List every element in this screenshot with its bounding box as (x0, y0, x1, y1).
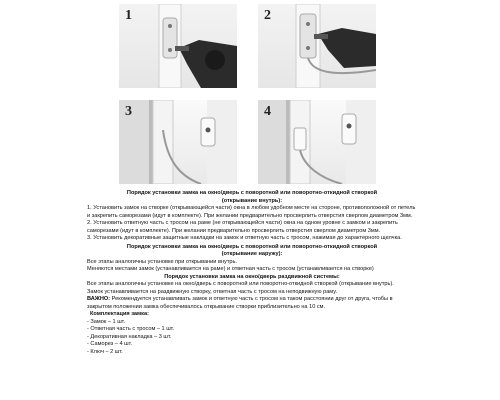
photo-number: 2 (264, 8, 271, 23)
important-text: Рекомендуется устанавливать замок и ответную часть с тросом на таком расстоянии друг от друга, чтобы в закрытом положении замка обеспечивалось открывание створки приблизительно на 10 см. (87, 296, 393, 310)
important-note (87, 296, 417, 311)
sliding-note-2: Замок устанавливается на раздвижную створку, ответная часть с тросом на неподвижную раму. (87, 288, 337, 295)
step-3: 3. Установить декоративные защитные накладки на замок и ответную часть с тросом, нажимая до характерного щелчка. (87, 235, 402, 241)
finished-lock-illustration (258, 100, 376, 184)
heading-inward-sub: (открывание внутрь): (221, 197, 283, 204)
kit-item: - Замок – 1 шт. (87, 318, 126, 325)
installation-photos (0, 0, 500, 190)
outward-note-1: Все этапы аналогичны установке при открывании внутрь. (87, 258, 237, 265)
photo-number: 3 (125, 104, 132, 119)
step-1: 1. Установить замок на створке (открывающейся части) окна в любом удобном месте на стороне, противоположной от петель и закрепить саморезами (идут в комплекте). При желании предварительно просверлить отверстия сверлом диаметром 3мм. (87, 205, 416, 219)
cable-mount-illustration (258, 4, 376, 88)
drilling-illustration (119, 4, 237, 88)
instructions-text (87, 190, 417, 356)
kit-item: - Ключ – 2 шт. (87, 348, 123, 355)
heading-sliding: Порядок установки замка на окно/дверь раздвижной системы: (164, 273, 340, 280)
photo-step-2 (258, 4, 376, 88)
photo-step-3 (119, 100, 237, 184)
photo-number: 1 (125, 8, 132, 23)
heading-outward-sub: (открывание наружу): (221, 251, 283, 257)
photo-number: 4 (264, 104, 271, 119)
important-label: ВАЖНО: (87, 296, 111, 302)
sliding-note-1: Все этапы аналогичны установке на окно/дверь с поворотной или поворотно-откидной створкой (открывание внутрь). (87, 281, 394, 287)
outward-note-2: Меняются местами замок (устанавливается на раме) и ответная часть с тросом (устанавливается на створке) (87, 266, 374, 272)
kit-item: - Ответная часть с тросом – 1 шт. (87, 326, 175, 332)
photo-step-1 (119, 4, 237, 88)
kit-item: - Декоративная накладка – 3 шт. (87, 333, 172, 340)
kit-item: - Саморез – 4 шт. (87, 341, 133, 347)
kit-heading: Комплектация замка: (90, 311, 149, 317)
step-2: 2. Установить ответную часть с тросом на раме (не открывающейся части) окна на одном уровне с замком и закрепить саморезами (идут в комплекте). При желании предварительно просверлить отверстия сверлом диаметром 3мм. (87, 220, 398, 234)
heading-inward: Порядок установки замка на окно/дверь с поворотной или поворотно-откидной створкой (126, 190, 378, 196)
heading-outward: Порядок установки замка на окно/дверь с поворотной или поворотно-откидной створкой (126, 243, 378, 250)
cover-illustration (119, 100, 237, 184)
photo-step-4 (258, 100, 376, 184)
